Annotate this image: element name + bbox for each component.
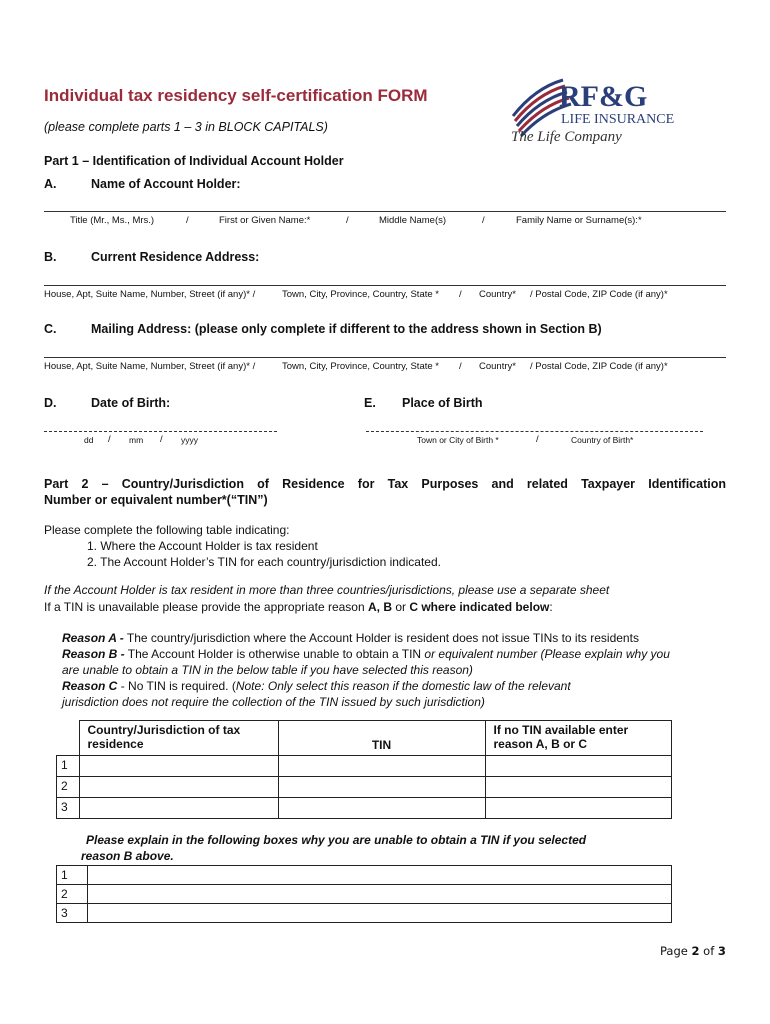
col-country-header: Country/Jurisdiction of tax residence [79,721,278,756]
part1-heading: Part 1 – Identification of Individual Account Holder [44,154,344,168]
part2-heading-line1: Part 2 – Country/Jurisdiction of Residence for Tax Purposes and related Taxpayer Identification [44,477,726,491]
dob-mm: mm [129,435,144,445]
form-subtitle: (please complete parts 1 – 3 in BLOCK CAPITALS) [44,120,328,134]
table-row: 2 [57,777,672,798]
reason-c-cont: jurisdiction does not require the collection of the TIN issued by such jurisdiction) [62,695,485,709]
mail-postal-label: / Postal Code, ZIP Code (if any)* [530,361,668,372]
dob-input-line[interactable] [44,431,277,432]
part2-heading-line2: Number or equivalent number*(“TIN”) [44,493,268,507]
country-cell[interactable] [79,798,278,819]
pob-input-line[interactable] [366,431,703,432]
birth-town-label: Town or City of Birth * [417,435,499,445]
section-a-letter: A. [44,177,57,191]
mailing-address-line[interactable] [44,357,726,358]
reason-cell[interactable] [485,798,672,819]
reason-b-cont: are unable to obtain a TIN in the below table if you have selected this reason) [62,663,473,677]
first-name-label: First or Given Name:* [219,215,311,226]
section-e-letter: E. [364,396,376,410]
col-reason-header: If no TIN available enter reason A, B or C [485,721,672,756]
section-c-label: Mailing Address: (please only complete if different to the address shown in Section B) [91,322,602,336]
dob-dd: dd [84,435,94,445]
reason-cell[interactable] [485,777,672,798]
section-b-label: Current Residence Address: [91,250,260,264]
section-d-label: Date of Birth: [91,396,171,410]
part2-intro: Please complete the following table indicating: [44,523,290,537]
logo-brand: RF&G [559,80,648,113]
separate-sheet-note: If the Account Holder is tax resident in more than three countries/jurisdictions, please use a separate sheet [44,583,610,597]
explain-table [56,865,672,923]
company-logo [505,74,695,152]
postal-label: / Postal Code, ZIP Code (if any)* [530,289,668,300]
tin-cell[interactable] [278,798,485,819]
table-row: 1 [57,866,672,885]
explain-heading: Please explain in the following boxes why you are unable to obtain a TIN if you selected [86,833,587,847]
tin-table [56,720,672,819]
dob-yyyy: yyyy [181,435,198,445]
title-field-label: Title (Mr., Ms., Mrs.) [70,215,155,226]
table-row: 3 [57,798,672,819]
country-label: Country* [479,289,516,300]
section-a-label: Name of Account Holder: [91,177,241,191]
tin-cell[interactable] [278,756,485,777]
tin-unavailable-note: If a TIN is unavailable please provide the appropriate reason A, B or C where indicated below: [44,600,553,614]
instruction-1: 1. Where the Account Holder is tax resident [87,539,318,553]
family-name-label: Family Name or Surname(s):* [516,215,642,226]
explain-cell[interactable] [88,866,672,885]
reason-cell[interactable] [485,756,672,777]
explain-heading-cont: reason B above. [81,849,174,863]
reason-a: Reason A - The country/jurisdiction where the Account Holder is resident does not issue TINs to its residents [62,631,639,645]
table-row: 1 [57,756,672,777]
street-label: House, Apt, Suite Name, Number, Street (if any)* / [44,289,256,300]
table-row: 3 [57,904,672,923]
col-tin-header: TIN [278,721,485,756]
town-label: Town, City, Province, Country, State * [282,289,439,300]
table-row: 2 [57,885,672,904]
reason-b: Reason B - The Account Holder is otherwise unable to obtain a TIN or equivalent number (Please explain why you [62,647,670,661]
tin-cell[interactable] [278,777,485,798]
mail-country-label: Country* [479,361,516,372]
name-input-line[interactable] [44,211,726,212]
birth-country-label: Country of Birth* [571,435,634,445]
explain-cell[interactable] [88,904,672,923]
instruction-2: 2. The Account Holder’s TIN for each country/jurisdiction indicated. [87,555,441,569]
section-e-label: Place of Birth [402,396,483,410]
logo-tagline: The Life Company [511,129,622,145]
middle-name-label: Middle Name(s) [379,215,447,226]
reason-c: Reason C - No TIN is required. (Note: Only select this reason if the domestic law of the relevant [62,679,571,693]
section-c-letter: C. [44,322,57,336]
section-b-letter: B. [44,250,57,264]
form-title: Individual tax residency self-certification FORM [44,86,428,105]
mail-town-label: Town, City, Province, Country, State * [282,361,439,372]
page-number: Page 2 of 3 [660,944,726,958]
country-cell[interactable] [79,756,278,777]
country-cell[interactable] [79,777,278,798]
logo-line: LIFE INSURANCE [561,112,675,127]
mail-street-label: House, Apt, Suite Name, Number, Street (if any)* / [44,361,256,372]
residence-address-line[interactable] [44,285,726,286]
section-d-letter: D. [44,396,57,410]
explain-cell[interactable] [88,885,672,904]
